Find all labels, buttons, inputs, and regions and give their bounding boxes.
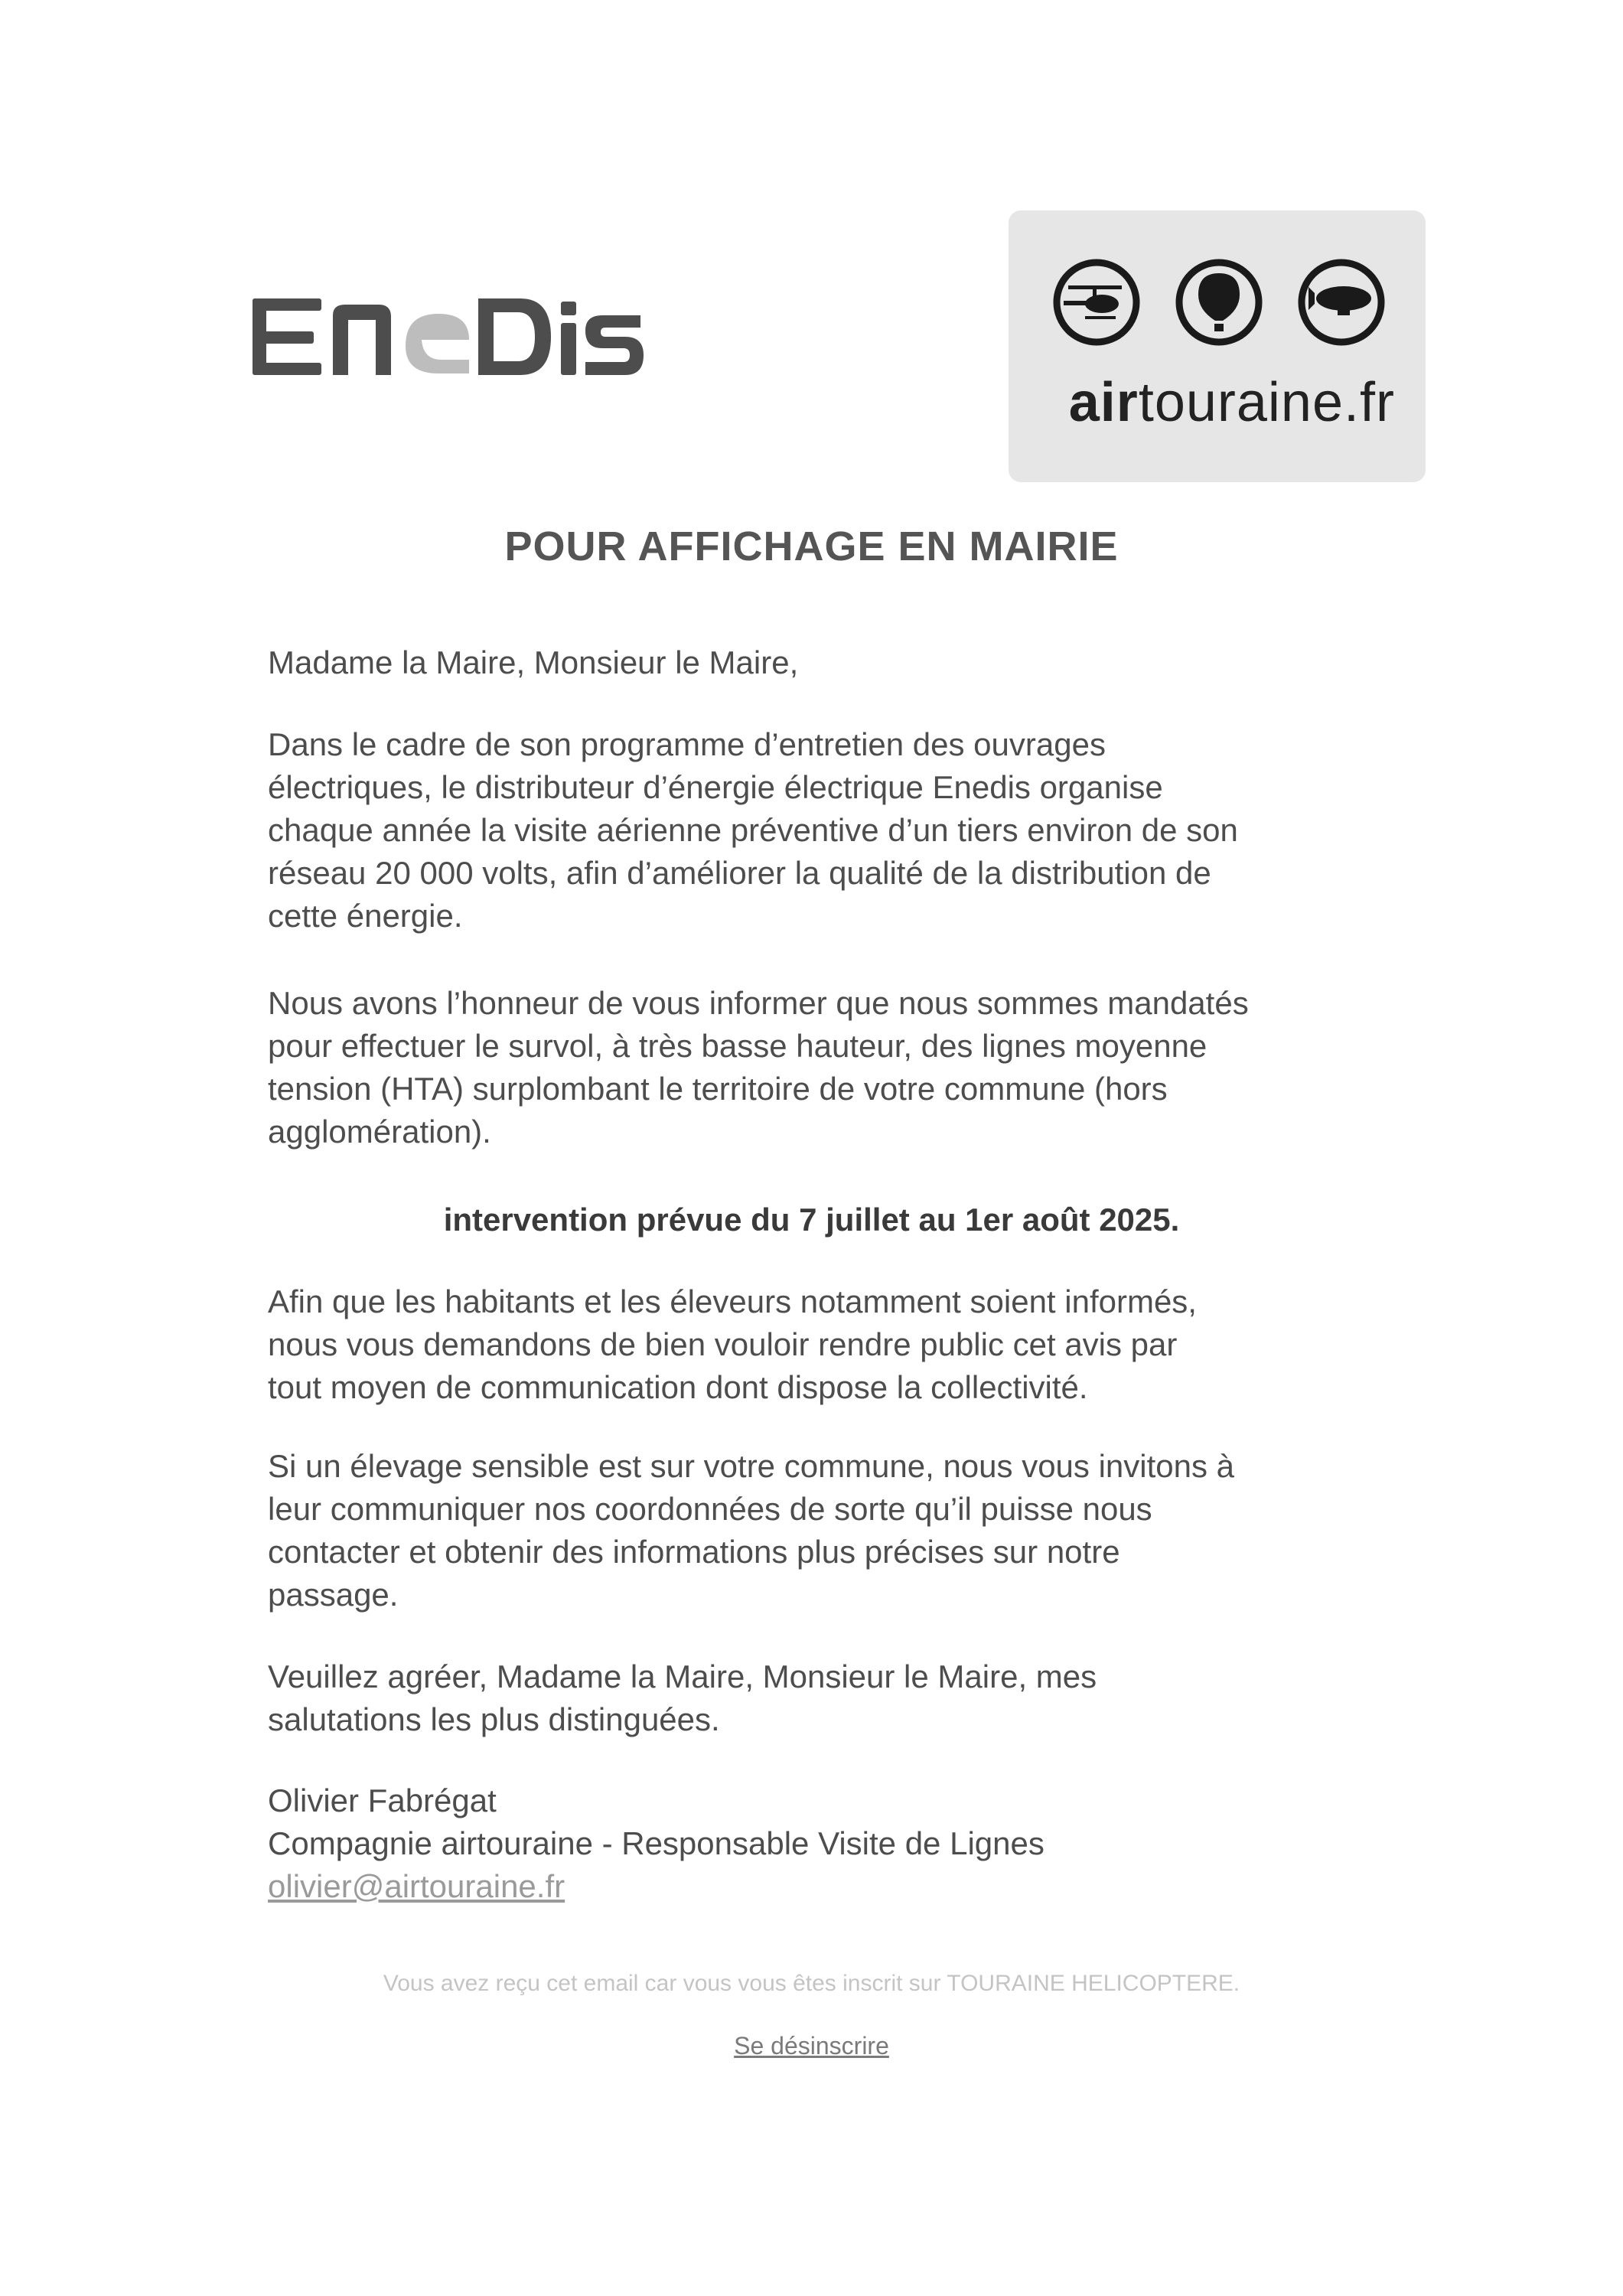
signer-role: Compagnie airtouraine - Responsable Visite de Lignes bbox=[268, 1825, 1045, 1861]
text-line: tout moyen de communication dont dispose la collectivité. bbox=[268, 1369, 1088, 1405]
paragraph-publicity bbox=[268, 1280, 1197, 1409]
intervention-dates: intervention prévue du 7 juillet au 1er août 2025. bbox=[443, 1202, 1180, 1238]
paragraph-closing bbox=[268, 1655, 1097, 1741]
text-line: Nous avons l’honneur de vous informer que nous sommes mandatés bbox=[268, 985, 1249, 1021]
salutation: Madame la Maire, Monsieur le Maire, bbox=[268, 644, 799, 680]
text-line: nous vous demandons de bien vouloir rendre public cet avis par bbox=[268, 1326, 1178, 1362]
airship-icon bbox=[1302, 263, 1381, 342]
signer-name: Olivier Fabrégat bbox=[268, 1782, 497, 1818]
footer-notice: Vous avez reçu cet email car vous vous êtes inscrit sur TOURAINE HELICOPTERE. bbox=[383, 1971, 1240, 1996]
text-line: cette énergie. bbox=[268, 898, 463, 934]
paragraph-overflight bbox=[268, 982, 1249, 1153]
text-line: pour effectuer le survol, à très basse hauteur, des lignes moyenne bbox=[268, 1028, 1207, 1064]
text-line: leur communiquer nos coordonnées de sorte qu’il puisse nous bbox=[268, 1491, 1152, 1527]
page-title: POUR AFFICHAGE EN MAIRIE bbox=[504, 523, 1119, 569]
text-line: agglomération). bbox=[268, 1114, 491, 1150]
text-line: salutations les plus distinguées. bbox=[268, 1701, 720, 1737]
text-line: passage. bbox=[268, 1577, 399, 1613]
signature bbox=[268, 1779, 1045, 1908]
enedis-logo bbox=[249, 276, 647, 390]
airtouraine-icons bbox=[1047, 256, 1391, 348]
text-line: électriques, le distributeur d’énergie électrique Enedis organise bbox=[268, 769, 1163, 805]
text-line: Veuillez agréer, Madame la Maire, Monsieur le Maire, mes bbox=[268, 1658, 1097, 1694]
text-line: tension (HTA) surplombant le territoire de votre commune (hors bbox=[268, 1071, 1168, 1107]
text-line: contacter et obtenir des informations plus précises sur notre bbox=[268, 1534, 1120, 1570]
airtouraine-logo bbox=[1009, 210, 1426, 482]
unsubscribe-link[interactable]: Se désinscrire bbox=[734, 2032, 889, 2060]
paragraph-livestock bbox=[268, 1445, 1234, 1616]
text-line: réseau 20 000 volts, afin d’améliorer la qualité de la distribution de bbox=[268, 855, 1211, 891]
text-line: Dans le cadre de son programme d’entretien des ouvrages bbox=[268, 726, 1106, 762]
paragraph-maintenance bbox=[268, 723, 1238, 938]
text-line: Si un élevage sensible est sur votre commune, nous vous invitons à bbox=[268, 1448, 1235, 1484]
signer-email-link[interactable]: olivier@airtouraine.fr bbox=[268, 1868, 565, 1904]
airtouraine-wordmark: airtouraine.fr bbox=[1068, 372, 1395, 433]
helicopter-icon bbox=[1057, 263, 1136, 342]
balloon-icon bbox=[1179, 263, 1259, 342]
text-line: Afin que les habitants et les éleveurs notamment soient informés, bbox=[268, 1283, 1197, 1319]
text-line: chaque année la visite aérienne préventive d’un tiers environ de son bbox=[268, 812, 1238, 848]
